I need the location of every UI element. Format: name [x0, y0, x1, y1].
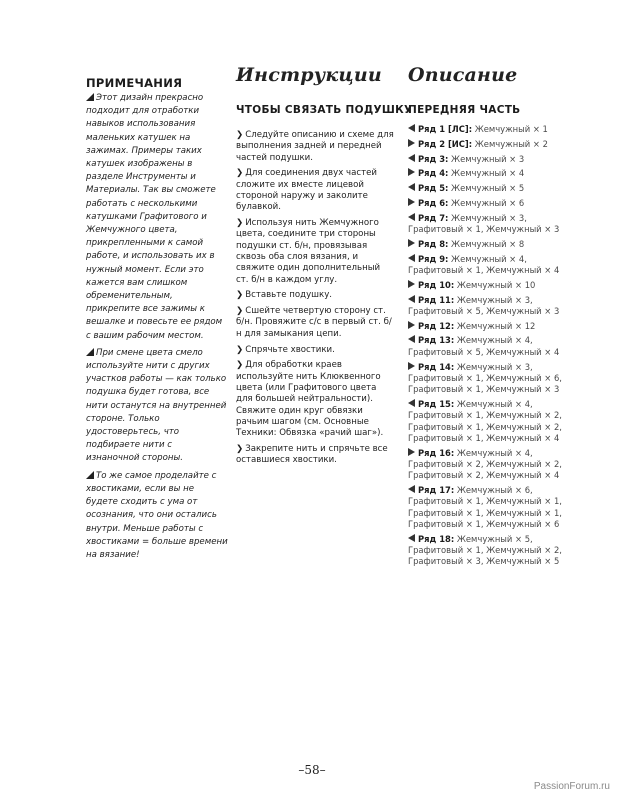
instruction-step: ❯ Спрячьте хвостики.	[236, 344, 335, 355]
row-label: Ряд 3:	[418, 153, 449, 164]
chevron-right-icon: ❯	[236, 218, 244, 229]
pattern-row	[408, 239, 578, 250]
pattern-row	[408, 295, 578, 318]
pattern-row	[408, 183, 578, 194]
row-label: Ряд 5:	[418, 183, 449, 194]
row-text: Жемчужный × 5, Графитовый × 1, Жемчужный × 2, Графитовый × 3, Жемчужный × 5	[408, 533, 562, 567]
arrow-left-icon	[408, 183, 415, 191]
row-text: Жемчужный × 4, Графитовый × 1, Жемчужный × 4	[408, 253, 560, 275]
row-text: Жемчужный × 6	[451, 197, 525, 208]
instruction-step: ❯ Используя нить Жемчужного цвета, соедините три стороны подушки ст. б/н, провязывая сквозь оба слоя вязания, и свяжите один дополнительный ст. б/н в каждом углу.	[236, 218, 381, 285]
row-label: Ряд 8:	[418, 238, 449, 249]
instruction-step: ❯ Следуйте описанию и схеме для выполнения задней и передней частей подушки.	[236, 130, 394, 163]
row-list	[408, 124, 578, 571]
chevron-right-icon: ❯	[236, 306, 244, 317]
triangle-bullet-icon	[86, 348, 94, 356]
row-label: Ряд 2 [ИС]:	[418, 138, 473, 149]
row-text: Жемчужный × 4, Графитовый × 1, Жемчужный × 2, Графитовый × 1, Жемчужный × 2, Графитовый × 1, Жемчужный × 4	[408, 398, 562, 443]
notes-body	[86, 92, 228, 566]
instruction-step: ❯ Закрепите нить и спрячьте все оставшиеся хвостики.	[236, 443, 388, 466]
arrow-right-icon	[408, 362, 415, 370]
pattern-row	[408, 280, 578, 291]
arrow-right-icon	[408, 280, 415, 288]
row-label: Ряд 9:	[418, 253, 449, 264]
chevron-right-icon: ❯	[236, 290, 244, 301]
row-label: Ряд 6:	[418, 197, 449, 208]
row-label: Ряд 14:	[418, 361, 455, 372]
pattern-row	[408, 362, 578, 396]
arrow-left-icon	[408, 295, 415, 303]
row-label: Ряд 17:	[418, 485, 455, 496]
row-text: Жемчужный × 3, Графитовый × 1, Жемчужный × 6, Графитовый × 1, Жемчужный × 3	[408, 361, 562, 395]
pattern-row	[408, 254, 578, 277]
arrow-left-icon	[408, 399, 415, 407]
row-label: Ряд 13:	[418, 335, 455, 346]
arrow-left-icon	[408, 485, 415, 493]
description-subtitle: ПЕРЕДНЯЯ ЧАСТЬ	[408, 104, 521, 116]
instruction-step: ❯ Для обработки краев используйте нить Клюквенного цвета (или Графитового цвета для большей нейтральности). Свяжите один круг обвязки рачьим шагом (см. Основные Техники: Обвязка «рачий шаг»).	[236, 360, 384, 439]
triangle-bullet-icon	[86, 93, 94, 101]
row-text: Жемчужный × 3	[451, 153, 525, 164]
chevron-right-icon: ❯	[236, 344, 244, 355]
arrow-right-icon	[408, 168, 415, 176]
watermark: PassionForum.ru	[533, 781, 610, 792]
arrow-left-icon	[408, 335, 415, 343]
arrow-right-icon	[408, 448, 415, 456]
row-label: Ряд 11:	[418, 294, 455, 305]
row-text: Жемчужный × 4	[451, 168, 525, 179]
chevron-right-icon: ❯	[236, 130, 244, 140]
row-label: Ряд 12:	[418, 320, 455, 331]
row-label: Ряд 10:	[418, 279, 455, 290]
pattern-row	[408, 485, 578, 530]
row-text: Жемчужный × 8	[451, 238, 525, 249]
arrow-left-icon	[408, 124, 415, 132]
notes-paragraph: Этот дизайн прекрасно подходит для отработки навыков использования маленьких катушек на зажимах. Примеры таких катушек изображены в разделе Инструменты и Материалы. Так вы сможете работать с несколькими катушками Графитового и Жемчужного цвета, прикрепленными к самой работе, и использовать их в нужный момент. Если это кажется вам слишком обременительным, прикрепите все зажимы к вешалке и повесьте ее рядом с вашим рабочим местом.	[86, 93, 223, 341]
pattern-row	[408, 154, 578, 165]
instructions-list	[236, 130, 394, 471]
instructions-title: Инструкции	[236, 64, 382, 86]
row-label: Ряд 15:	[418, 398, 455, 409]
notes-heading: ПРИМЕЧАНИЯ	[86, 76, 183, 90]
instruction-step: ❯ Для соединения двух частей сложите их вместе лицевой стороной наружу и заколите булавкой.	[236, 168, 377, 213]
pattern-row	[408, 321, 578, 332]
pattern-row	[408, 198, 578, 209]
pattern-row	[408, 534, 578, 568]
instruction-step: ❯ Сшейте четвертую сторону ст. б/н. Провяжите с/с в первый ст. б/н для замыкания цепи.	[236, 306, 392, 339]
triangle-bullet-icon	[86, 471, 94, 479]
notes-paragraph: При смене цвета смело используйте нити с других участков работы — как только подушка будет готова, все нити останутся на внутренней стороне. Только удостоверьтесь, что подбираете нити с изнаночной стороны.	[86, 347, 227, 464]
row-text: Жемчужный × 4, Графитовый × 2, Жемчужный × 2, Графитовый × 2, Жемчужный × 4	[408, 447, 562, 481]
notes-paragraph: То же самое проделайте с хвостиками, если вы не будете сходить с ума от осознания, что они остались внутри. Меньше работы с хвостиками = больше времени на вязание!	[86, 470, 228, 560]
row-text: Жемчужный × 6, Графитовый × 1, Жемчужный × 1, Графитовый × 1, Жемчужный × 1, Графитовый × 1, Жемчужный × 6	[408, 485, 562, 529]
arrow-left-icon	[408, 154, 415, 162]
pattern-row	[408, 213, 578, 236]
arrow-left-icon	[408, 534, 415, 542]
description-title: Описание	[408, 64, 518, 86]
pattern-row	[408, 168, 578, 179]
chevron-right-icon: ❯	[236, 360, 244, 371]
pattern-row	[408, 335, 578, 358]
arrow-right-icon	[408, 239, 415, 247]
arrow-left-icon	[408, 213, 415, 221]
pattern-row	[408, 139, 578, 150]
row-text: Жемчужный × 4, Графитовый × 5, Жемчужный × 4	[408, 335, 560, 357]
row-text: Жемчужный × 12	[456, 320, 536, 331]
row-label: Ряд 16:	[418, 447, 455, 458]
instructions-subtitle: ЧТОБЫ СВЯЗАТЬ ПОДУШКУ	[236, 104, 413, 116]
chevron-right-icon: ❯	[236, 168, 244, 179]
chevron-right-icon: ❯	[236, 443, 244, 454]
row-text: Жемчужный × 3, Графитовый × 5, Жемчужный × 3	[408, 294, 560, 316]
arrow-right-icon	[408, 198, 415, 206]
row-label: Ряд 18:	[418, 533, 455, 544]
arrow-left-icon	[408, 254, 415, 262]
row-label: Ряд 4:	[418, 168, 449, 179]
row-text: Жемчужный × 3, Графитовый × 1, Жемчужный × 3	[408, 212, 560, 235]
arrow-right-icon	[408, 139, 415, 147]
instruction-step: ❯ Вставьте подушку.	[236, 290, 333, 301]
pattern-row	[408, 448, 578, 482]
arrow-right-icon	[408, 321, 415, 329]
row-text: Жемчужный × 2	[474, 138, 548, 149]
row-text: Жемчужный × 10	[456, 279, 536, 290]
pattern-row	[408, 124, 578, 135]
row-label: Ряд 7:	[418, 212, 449, 223]
pattern-row	[408, 399, 578, 444]
page-number: –58–	[298, 763, 326, 777]
row-label: Ряд 1 [ЛС]:	[418, 124, 473, 134]
row-text: Жемчужный × 1	[474, 124, 548, 134]
row-text: Жемчужный × 5	[451, 183, 525, 194]
